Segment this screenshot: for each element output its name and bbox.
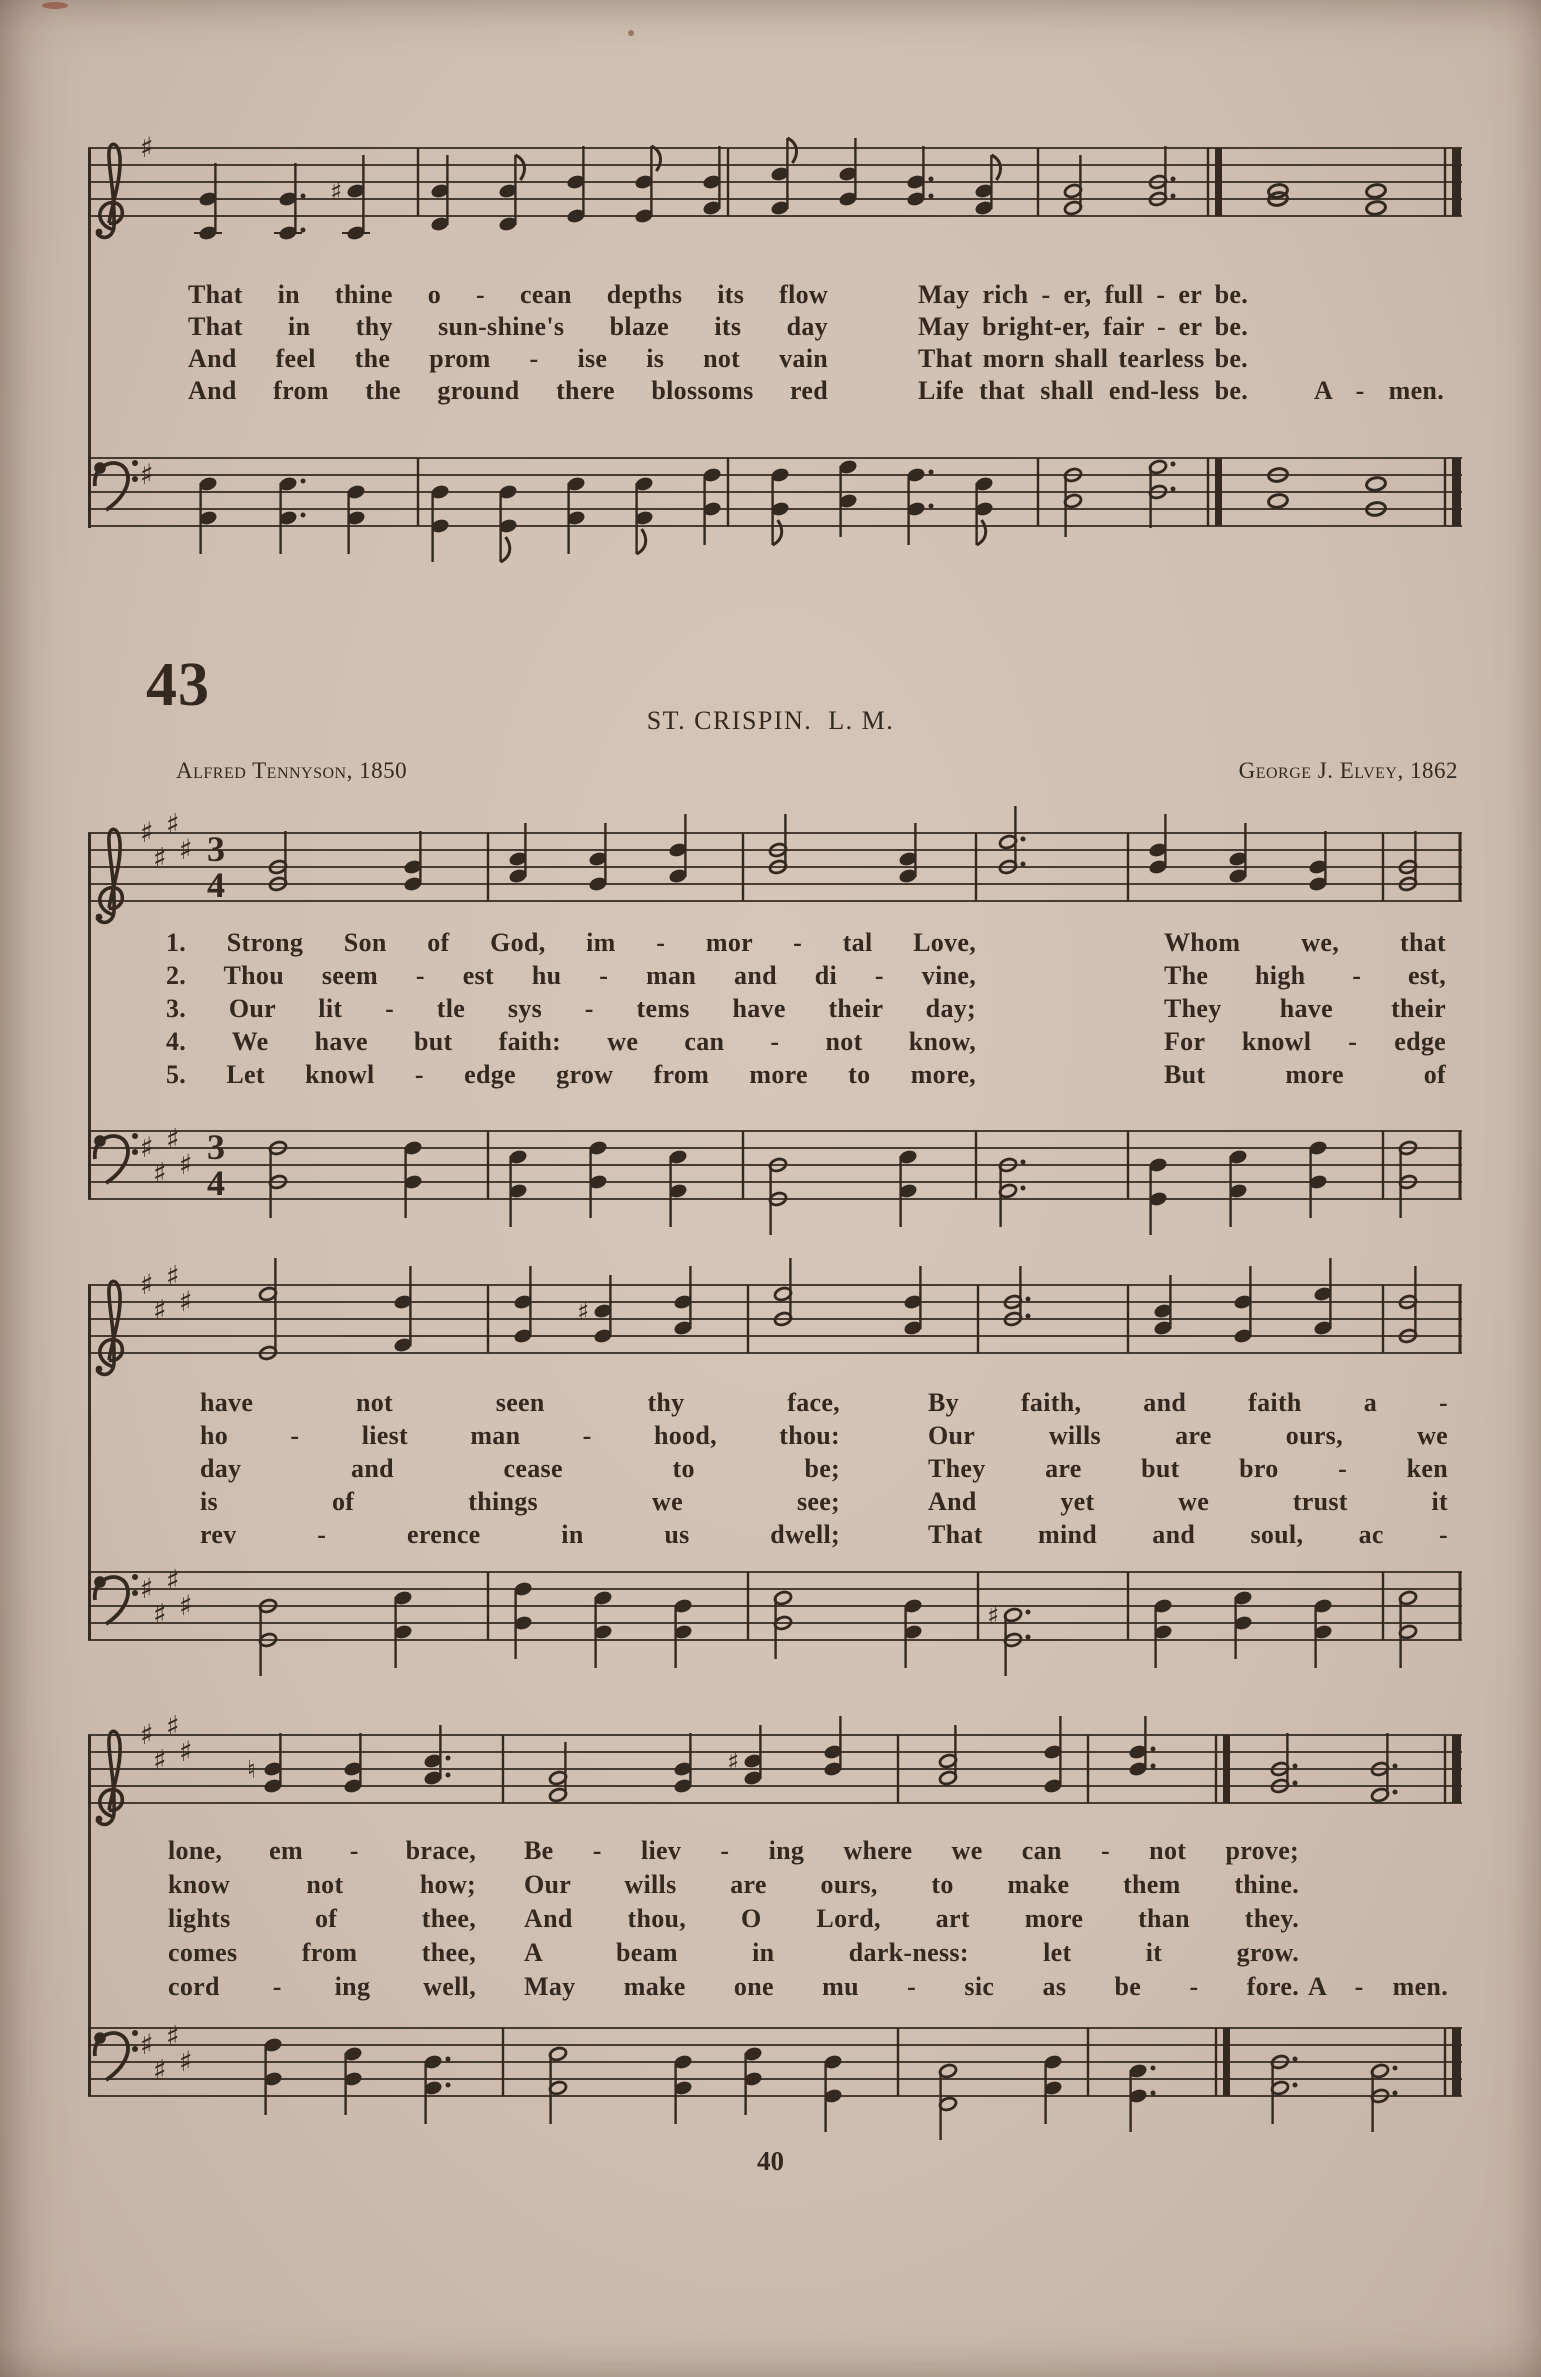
lyric-line bbox=[88, 1904, 1462, 1938]
svg-text:♯: ♯ bbox=[153, 2053, 167, 2087]
lyric-phrase-a: 1. Strong Son of God, im - mor - tal Love, bbox=[166, 928, 976, 957]
paper-speck bbox=[42, 2, 68, 9]
lyric-phrase-b: May rich - er, full - er be. bbox=[918, 280, 1248, 309]
svg-text:♯: ♯ bbox=[166, 1259, 180, 1293]
lyric-phrase-a: That in thy sun-shine's blaze its day bbox=[188, 312, 828, 341]
lyric-line bbox=[88, 994, 1462, 1027]
svg-text:♯: ♯ bbox=[140, 1572, 154, 1605]
svg-text:♮: ♮ bbox=[247, 1755, 256, 1784]
lyric-phrase-a: 4. We have but faith: we can - not know, bbox=[166, 1027, 976, 1056]
staff-system2-treble bbox=[88, 1241, 1462, 1393]
key-signature bbox=[140, 1123, 193, 1190]
treble-clef-icon bbox=[96, 144, 123, 237]
byline bbox=[176, 758, 1458, 784]
svg-text:♯: ♯ bbox=[166, 2019, 180, 2053]
svg-text:3: 3 bbox=[207, 829, 225, 869]
author-credit: Alfred Tennyson, 1850 bbox=[176, 758, 408, 783]
lyric-phrase-b: May bright-er, fair - er be. bbox=[918, 312, 1248, 341]
svg-text:♯: ♯ bbox=[140, 1718, 154, 1751]
tune-meter: L. M. bbox=[828, 706, 895, 735]
bass-clef-icon bbox=[94, 1133, 138, 1183]
treble-clef-icon bbox=[96, 1731, 123, 1824]
amen-text: A - men. bbox=[1308, 1972, 1448, 2001]
lyric-phrase-a: is of things we see; bbox=[200, 1487, 840, 1516]
staff-system1-treble bbox=[88, 789, 1462, 941]
page-number: 40 bbox=[757, 2146, 784, 2176]
lyric-phrase-a: ho - liest man - hood, thou: bbox=[200, 1421, 840, 1450]
svg-text:♯: ♯ bbox=[179, 1735, 193, 1768]
staff-lines bbox=[88, 833, 1462, 901]
lyric-phrase-b: And thou, O Lord, art more than they. bbox=[524, 1904, 1299, 1933]
svg-text:♯: ♯ bbox=[166, 1709, 180, 1743]
lyric-phrase-b: The high - est, bbox=[1164, 961, 1446, 990]
key-signature bbox=[140, 1710, 193, 1777]
svg-text:♯: ♯ bbox=[140, 2028, 154, 2061]
lyric-line bbox=[88, 1421, 1462, 1454]
lyric-phrase-a: day and cease to be; bbox=[200, 1454, 840, 1483]
svg-text:♯: ♯ bbox=[153, 1743, 167, 1777]
lyric-phrase-b: They are but bro - ken bbox=[928, 1454, 1448, 1483]
svg-text:♯: ♯ bbox=[166, 807, 180, 841]
lyric-phrase-a: comes from thee, bbox=[168, 1938, 476, 1967]
lyric-phrase-b: But more of bbox=[1164, 1060, 1446, 1089]
bass-clef-icon bbox=[94, 460, 138, 510]
lyric-phrase-a: lights of thee, bbox=[168, 1904, 476, 1933]
verses-block-1 bbox=[88, 928, 1462, 1093]
svg-text:♯: ♯ bbox=[140, 1131, 154, 1164]
svg-text:♯: ♯ bbox=[140, 131, 154, 164]
notes bbox=[258, 1581, 1417, 1676]
svg-text:♯: ♯ bbox=[577, 1297, 590, 1326]
lyric-phrase-a: cord - ing well, bbox=[168, 1972, 476, 2001]
treble-clef-icon bbox=[96, 829, 123, 922]
lyric-phrase-b: Be - liev - ing where we can - not prove; bbox=[524, 1836, 1299, 1865]
svg-text:♯: ♯ bbox=[153, 1293, 167, 1327]
lyric-phrase-a: 2. Thou seem - est hu - man and di - vine, bbox=[166, 961, 976, 990]
lyric-line bbox=[88, 1388, 1462, 1421]
svg-text:♯: ♯ bbox=[153, 1156, 167, 1190]
key-signature bbox=[140, 458, 154, 491]
svg-text:♯: ♯ bbox=[140, 816, 154, 849]
treble-clef-icon bbox=[96, 1281, 123, 1374]
svg-text:♯: ♯ bbox=[330, 177, 343, 206]
svg-text:4: 4 bbox=[207, 1163, 225, 1203]
key-signature bbox=[140, 131, 154, 164]
svg-text:♯: ♯ bbox=[727, 1747, 740, 1776]
lyric-phrase-b: A beam in dark-ness: let it grow. bbox=[524, 1938, 1299, 1967]
bass-clef-icon bbox=[94, 1574, 138, 1624]
previous-hymn-lyrics bbox=[88, 280, 1462, 408]
svg-text:♯: ♯ bbox=[179, 1285, 193, 1318]
key-signature bbox=[140, 2020, 193, 2087]
lyric-phrase-b: By faith, and faith a - bbox=[928, 1388, 1448, 1417]
lyric-line bbox=[88, 376, 1462, 408]
time-signature bbox=[207, 829, 225, 905]
notes bbox=[268, 806, 1417, 892]
lyric-phrase-a: lone, em - brace, bbox=[168, 1836, 476, 1865]
svg-text:♯: ♯ bbox=[140, 1268, 154, 1301]
lyric-phrase-a: And from the ground there blossoms red bbox=[188, 376, 828, 405]
lyric-line bbox=[88, 312, 1462, 344]
svg-text:♯: ♯ bbox=[166, 1122, 180, 1156]
svg-text:♯: ♯ bbox=[987, 1601, 1000, 1630]
lyric-line bbox=[88, 1487, 1462, 1520]
staff-previous-bass bbox=[88, 414, 1462, 566]
tune-title-line bbox=[0, 706, 1541, 736]
svg-text:♯: ♯ bbox=[166, 1563, 180, 1597]
lyric-line bbox=[88, 961, 1462, 994]
svg-text:♯: ♯ bbox=[179, 2045, 193, 2078]
lyric-phrase-a: 3. Our lit - tle sys - tems have their day; bbox=[166, 994, 976, 1023]
lyric-phrase-b: Whom we, that bbox=[1164, 928, 1446, 957]
staff-system2-bass bbox=[88, 1528, 1462, 1680]
lyric-line bbox=[88, 928, 1462, 961]
notes bbox=[258, 1258, 1417, 1361]
lyric-line bbox=[88, 344, 1462, 376]
hymn-number: 43 bbox=[146, 651, 210, 719]
lyric-phrase-b: They have their bbox=[1164, 994, 1446, 1023]
bass-clef-icon bbox=[94, 2030, 138, 2080]
svg-text:♯: ♯ bbox=[179, 1589, 193, 1622]
verses-block-3 bbox=[88, 1836, 1462, 2006]
lyric-line bbox=[88, 1836, 1462, 1870]
time-signature bbox=[207, 1127, 225, 1203]
key-signature bbox=[140, 1564, 193, 1631]
svg-text:3: 3 bbox=[207, 1127, 225, 1167]
lyric-phrase-b: Life that shall end-less be. bbox=[918, 376, 1248, 405]
svg-text:♯: ♯ bbox=[153, 841, 167, 875]
lyric-phrase-b: Our wills are ours, to make them thine. bbox=[524, 1870, 1299, 1899]
lyric-line bbox=[88, 1027, 1462, 1060]
lyric-phrase-a: rev - erence in us dwell; bbox=[200, 1520, 840, 1549]
composer-credit: George J. Elvey, 1862 bbox=[1238, 758, 1458, 783]
lyric-phrase-a: And feel the prom - ise is not vain bbox=[188, 344, 828, 373]
lyric-phrase-a: 5. Let knowl - edge grow from more to more, bbox=[166, 1060, 976, 1089]
svg-text:♯: ♯ bbox=[140, 458, 154, 491]
svg-text:4: 4 bbox=[207, 865, 225, 905]
staff-lines bbox=[88, 1735, 1462, 1803]
lyric-line bbox=[88, 280, 1462, 312]
key-signature bbox=[140, 1260, 193, 1327]
lyric-line bbox=[88, 1938, 1462, 1972]
lyric-phrase-a: That in thine o - cean depths its flow bbox=[188, 280, 828, 309]
lyric-phrase-a: have not seen thy face, bbox=[200, 1388, 840, 1417]
lyric-phrase-a: know not how; bbox=[168, 1870, 476, 1899]
staff-system1-bass bbox=[88, 1087, 1462, 1239]
lyric-phrase-b: For knowl - edge bbox=[1164, 1027, 1446, 1056]
lyric-phrase-b: That morn shall tearless be. bbox=[918, 344, 1248, 373]
staff-system3-treble bbox=[88, 1691, 1462, 1843]
notes bbox=[268, 1140, 1417, 1235]
svg-text:♯: ♯ bbox=[179, 1148, 193, 1181]
lyric-phrase-b: That mind and soul, ac - bbox=[928, 1520, 1448, 1549]
staff-system3-bass bbox=[88, 1984, 1462, 2136]
lyric-line bbox=[88, 1870, 1462, 1904]
staff-lines bbox=[88, 1131, 1462, 1199]
lyric-line bbox=[88, 1454, 1462, 1487]
lyric-phrase-b: And yet we trust it bbox=[928, 1487, 1448, 1516]
paper-speck bbox=[628, 30, 634, 36]
amen-text: A - men. bbox=[1314, 376, 1444, 405]
key-signature bbox=[140, 808, 193, 875]
lyric-phrase-b: May make one mu - sic as be - fore. bbox=[524, 1972, 1299, 2001]
lyric-phrase-b: Our wills are ours, we bbox=[928, 1421, 1448, 1450]
tune-name: ST. CRISPIN. bbox=[646, 706, 813, 735]
staff-lines bbox=[88, 2028, 1462, 2096]
svg-text:♯: ♯ bbox=[153, 1597, 167, 1631]
staff-previous-treble bbox=[88, 104, 1462, 256]
svg-text:♯: ♯ bbox=[179, 833, 193, 866]
